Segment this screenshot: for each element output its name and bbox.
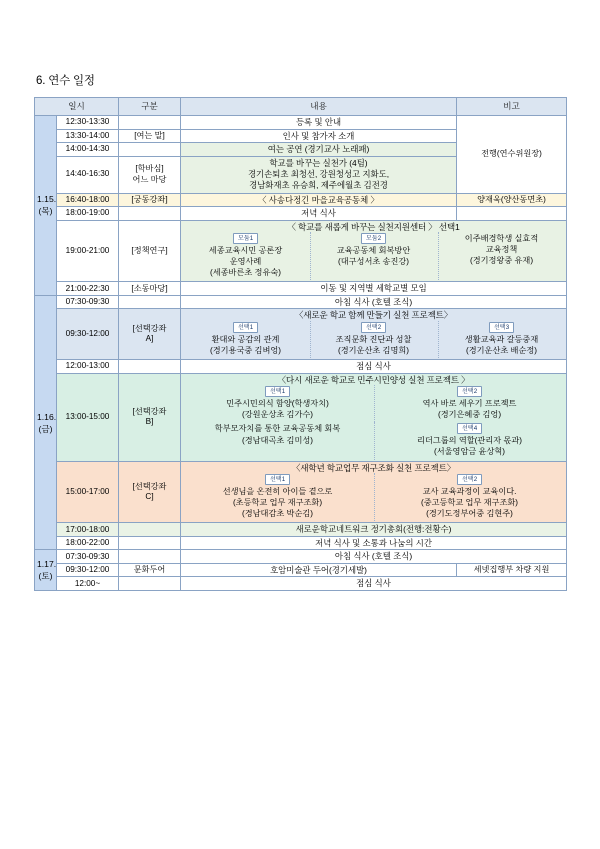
- row-kind-line2: A]: [145, 334, 154, 344]
- row-kind: [119, 156, 181, 193]
- option-line2: (경기은혜중 김엉): [437, 410, 502, 420]
- row-content: 이동 및 지역별 세학교별 모임: [181, 282, 567, 296]
- option-badge: 선택1: [265, 386, 290, 396]
- session-header: 〈새학년 학교업무 재구조화 실천 프로젝트〉: [291, 462, 456, 473]
- row-content-line2: 경기손퇴초 최청선, 강원청성고 지화도,: [247, 168, 390, 179]
- row-kind: [119, 116, 181, 130]
- option-line2: (경남대곡초 김미성): [242, 435, 314, 445]
- row-kind: [119, 295, 181, 309]
- option-line2: 운영사례: [229, 257, 262, 267]
- row-time: 09:30-12:00: [57, 563, 119, 577]
- row-time: 21:00-22:30: [57, 282, 119, 296]
- option-line3: (경기도정부어중 김현주): [426, 509, 513, 519]
- day-date: 1.17.: [37, 559, 57, 570]
- row-kind: [119, 536, 181, 550]
- page-title: [36, 72, 566, 88]
- day-cell-3: [35, 550, 57, 591]
- session-columns-bottom: [183, 422, 564, 459]
- session-header: 〈새로운 학교 함께 만들기 실천 프로젝트〉: [294, 310, 453, 321]
- row-kind: [여는 말]: [119, 129, 181, 143]
- row-time: 12:00-13:00: [57, 360, 119, 374]
- row-kind: 문화두어: [119, 563, 181, 577]
- option-badge: 선택3: [489, 322, 514, 332]
- row-kind: [119, 207, 181, 221]
- session-columns: [183, 321, 564, 358]
- row-kind-line2: B]: [145, 417, 154, 427]
- option-line3: (세종바른초 정유숙): [210, 268, 282, 278]
- option-line1: 환대와 공감의 관계: [211, 335, 280, 345]
- row-kind: [119, 550, 181, 564]
- row-kind-line2: 어느 마당: [132, 174, 167, 184]
- session-option: [183, 422, 372, 459]
- section-number: 6.: [36, 75, 46, 87]
- option-line2: (서울영암금 윤상혁): [434, 447, 506, 457]
- row-time: 18:00-22:00: [57, 536, 119, 550]
- row-time: 09:30-12:00: [57, 309, 119, 360]
- option-line2: (초등학교 업무 재구조화): [232, 498, 323, 508]
- option-badge: 선택4: [457, 423, 482, 433]
- session-option: [374, 422, 564, 459]
- row-time: 07:30-09:30: [57, 295, 119, 309]
- row-time: 14:40-16:30: [57, 156, 119, 193]
- option-line1: 민주시민의식 함양(학생자치): [226, 399, 329, 409]
- row-time: 17:00-18:00: [57, 523, 119, 537]
- table-row: [35, 523, 567, 537]
- row-time: 12:30-13:30: [57, 116, 119, 130]
- row-time: 13:30-14:00: [57, 129, 119, 143]
- option-badge: 선택2: [457, 386, 482, 396]
- option-badge: 모둠1: [233, 233, 258, 243]
- option-line2: (강원운상초 김가수): [242, 410, 314, 420]
- option-line2: (경기운산초 배순정): [466, 346, 538, 356]
- column-header-content: 내용: [181, 98, 457, 116]
- row-kind: [119, 373, 181, 461]
- section-title-text: 연수 일정: [48, 75, 95, 87]
- row-content: [181, 461, 567, 523]
- table-header-row: [35, 98, 567, 116]
- day-cell-2: [35, 295, 57, 550]
- option-line2: (경기운산초 김명희): [338, 346, 410, 356]
- column-header-kind: 구분: [119, 98, 181, 116]
- row-content: [181, 220, 567, 282]
- row-content-line3: 경남화재초 유승희, 제주에월초 김전경: [249, 180, 388, 191]
- day-date: 1.16.: [37, 411, 57, 422]
- row-content: 아침 식사 (호텔 조식): [181, 550, 567, 564]
- session-option: [310, 321, 436, 358]
- row-kind-line2: C]: [145, 491, 154, 501]
- table-row: [35, 309, 567, 360]
- session-columns: [183, 232, 564, 280]
- option-line1: 세종교육시민 공론장: [208, 246, 283, 256]
- option-line2: (대구성서초 송진강): [338, 257, 410, 267]
- table-row: [35, 461, 567, 523]
- row-time: 16:40-18:00: [57, 193, 119, 207]
- option-line3: (경기정왕중 유재): [469, 256, 534, 266]
- table-row: [35, 550, 567, 564]
- row-content: 인사 및 참가자 소개: [181, 129, 457, 143]
- table-row: [35, 220, 567, 282]
- row-kind: [119, 523, 181, 537]
- session-option: [374, 473, 564, 521]
- session-option: [183, 321, 308, 358]
- row-time: 14:00-14:30: [57, 143, 119, 157]
- row-content: 저녁 식사 및 소통과 나눔의 시간: [181, 536, 567, 550]
- option-line1: 역사 바로 세우기 프로젝트: [422, 399, 517, 409]
- row-content: 호암미술관 두어(경기세발): [181, 563, 457, 577]
- table-row: [35, 373, 567, 461]
- schedule-table: [34, 97, 567, 591]
- row-kind: [소동마당]: [119, 282, 181, 296]
- row-time: 07:30-09:30: [57, 550, 119, 564]
- row-kind-line1: [선택강좌: [132, 481, 167, 491]
- option-line2: 교육정책: [485, 245, 518, 255]
- option-line1: 교사 교육과정이 교육이다.: [422, 487, 517, 497]
- row-kind: [궁동강좌]: [119, 193, 181, 207]
- row-content: 아침 식사 (호텔 조식): [181, 295, 567, 309]
- session-option: [438, 321, 564, 358]
- session-header: 〈 학교를 새롭게 바꾸는 실천지원센터 〉 선택1: [287, 221, 460, 232]
- row-content: [181, 309, 567, 360]
- option-line2: (중고등학교 업무 재구조화): [421, 498, 519, 508]
- row-kind: [119, 360, 181, 374]
- table-row: [35, 295, 567, 309]
- row-content: 등록 및 안내: [181, 116, 457, 130]
- row-time: 19:00-21:00: [57, 220, 119, 282]
- session-option: [310, 232, 436, 280]
- table-row: [35, 563, 567, 577]
- option-line3: (경남대감초 박순김): [242, 509, 314, 519]
- session-columns-top: [183, 385, 564, 422]
- row-time: 12:00~: [57, 577, 119, 591]
- day-date: 1.15.: [37, 194, 57, 205]
- row-kind-line1: [학바심]: [135, 164, 164, 174]
- session-option: [438, 232, 564, 280]
- option-line2: (경기용국중 김벼엉): [210, 346, 282, 356]
- option-badge: 모둠2: [361, 233, 386, 243]
- option-badge: 선택2: [457, 474, 482, 484]
- row-kind-line1: [선택강좌: [132, 324, 167, 334]
- session-columns: [183, 473, 564, 521]
- row-content: 저녁 식사: [181, 207, 457, 221]
- session-option: [183, 473, 372, 521]
- session-option: [183, 232, 308, 280]
- row-content: [181, 156, 457, 193]
- row-note: [457, 207, 567, 221]
- table-row: [35, 577, 567, 591]
- column-header-note: 비고: [457, 98, 567, 116]
- column-header-date: 일시: [35, 98, 119, 116]
- table-row: [35, 207, 567, 221]
- option-badge: 선택1: [265, 474, 290, 484]
- row-kind: [정책연구]: [119, 220, 181, 282]
- option-line1: 리더그룹의 역할(관리자 몫과): [417, 436, 522, 446]
- table-row: [35, 193, 567, 207]
- option-line1: 조직문화 진단과 성찰: [335, 335, 412, 345]
- row-kind: [119, 577, 181, 591]
- row-kind: [119, 461, 181, 523]
- row-time: 13:00-15:00: [57, 373, 119, 461]
- option-badge: 선택2: [361, 322, 386, 332]
- row-content: 점심 식사: [181, 577, 567, 591]
- row-content: [181, 373, 567, 461]
- table-row: [35, 116, 567, 130]
- table-row: [35, 360, 567, 374]
- session-header: 〈다시 새로운 학교로 민주시민양성 실천 프로젝트 〉: [277, 374, 470, 385]
- row-content: 점심 식사: [181, 360, 567, 374]
- option-badge: 선택1: [233, 322, 258, 332]
- day-weekday: (토): [38, 571, 53, 582]
- option-line1: 선생님을 온전히 아이들 곁으로: [222, 487, 333, 497]
- row-note: 전행(연수위원장): [457, 116, 567, 194]
- row-content: 〈 사송다정긴 마을교육공동체 〉: [181, 193, 457, 207]
- row-content-line1: 학교를 바꾸는 실천가 (4팀): [269, 157, 368, 168]
- row-kind-line1: [선택강좌: [132, 406, 167, 416]
- option-line1: 이주배경학생 실효적: [464, 234, 539, 244]
- row-content: 여는 공연 (경기교사 노래패): [181, 143, 457, 157]
- day-cell-1: [35, 116, 57, 296]
- row-kind: [119, 309, 181, 360]
- table-row: [35, 536, 567, 550]
- row-time: 15:00-17:00: [57, 461, 119, 523]
- option-line1: 학부모자치를 통한 교육공동체 회복: [214, 424, 341, 434]
- row-note: 양재욱(양산동면초): [457, 193, 567, 207]
- row-kind: [119, 143, 181, 157]
- option-line1: 교육공동체 회복방안: [336, 246, 411, 256]
- day-weekday: (금): [38, 423, 53, 434]
- row-note: 세넷집행부 차량 지원: [457, 563, 567, 577]
- day-weekday: (목): [38, 206, 53, 217]
- session-option: [183, 385, 372, 422]
- row-time: 18:00-19:00: [57, 207, 119, 221]
- option-line1: 생활교육과 갈등중재: [464, 335, 539, 345]
- table-row: [35, 282, 567, 296]
- session-option: [374, 385, 564, 422]
- row-content: 새로운학교네트워크 정기총회(전행:전황수): [181, 523, 567, 537]
